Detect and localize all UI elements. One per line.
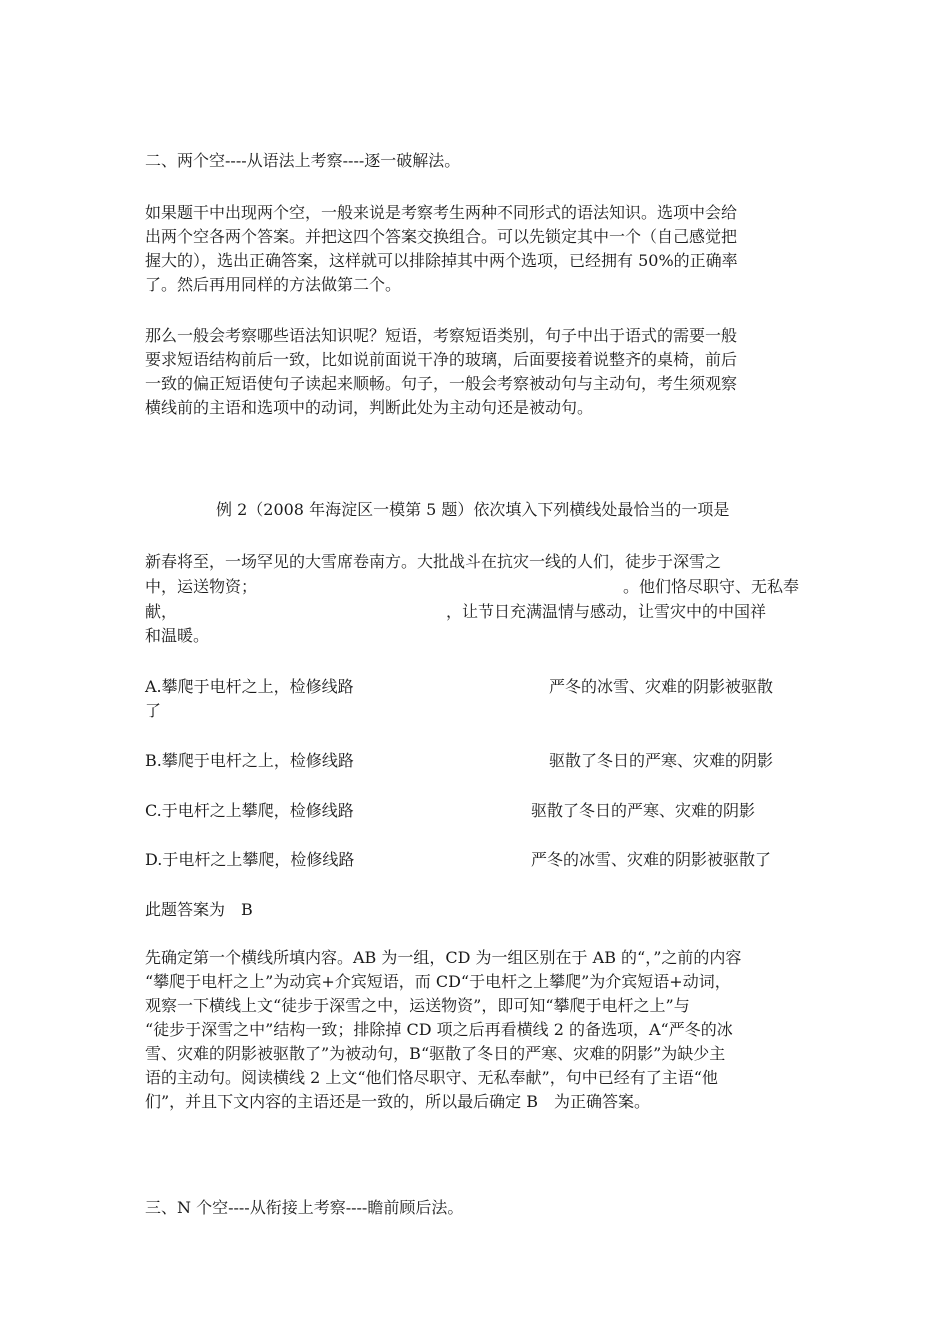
paragraph-line: 出两个空各两个答案。并把这四个答案交换组合。可以先锁定其中一个（自己感觉把 (145, 227, 738, 246)
section-2-heading: 二、两个空----从语法上考察----逐一破解法。 (145, 151, 461, 170)
paragraph-line: 了。然后再用同样的方法做第二个。 (145, 275, 402, 294)
question-line-2 (145, 575, 257, 599)
question-line-4: 和温暖。 (145, 626, 210, 645)
option-d-right: 严冬的冰雪、灾难的阴影被驱散了 (531, 850, 772, 869)
paragraph-explanation (145, 946, 805, 1114)
question-line-1: 新春将至，一场罕见的大雪席卷南方。大批战斗在抗灾一线的人们，徒步于深雪之 (145, 552, 722, 571)
paragraph-line: 雪、灾难的阴影被驱散了”为被动句，B“驱散了冬日的严寒、灾难的阴影”为缺少主 (145, 1044, 726, 1063)
question-text: 中，运送物资； (145, 577, 258, 596)
paragraph-line: “攀爬于电杆之上”为动宾+介宾短语，而 CD“于电杆之上攀爬”为介宾短语+动词， (145, 972, 731, 991)
answer-line: 此题答案为 B (145, 900, 253, 919)
option-b-left: B.攀爬于电杆之上，检修线路 (145, 751, 354, 770)
option-a-right: 严冬的冰雪、灾难的阴影被驱散 (549, 677, 774, 696)
paragraph-line: 横线前的主语和选项中的动词，判断此处为主动句还是被动句。 (145, 398, 594, 417)
question-text-after-blank-1: 。他们恪尽职守、无私奉 (623, 577, 800, 596)
option-c-left: C.于电杆之上攀爬，检修线路 (145, 801, 354, 820)
paragraph-line: 那么一般会考察哪些语法知识呢？短语，考察短语类别，句子中出于语式的需要一般 (145, 326, 738, 345)
paragraph-line: 观察一下横线上文“徒步于深雪之中，运送物资”，即可知“攀爬于电杆之上”与 (145, 996, 690, 1015)
paragraph-grammar-intro (145, 201, 805, 297)
question-text-after-blank-2: ，让节日充满温情与感动，让雪灾中的中国祥 (446, 602, 767, 621)
paragraph-line: 握大的），选出正确答案，这样就可以排除掉其中两个选项，已经拥有 50%的正确率 (145, 251, 738, 270)
section-3-heading: 三、N 个空----从衔接上考察----瞻前顾后法。 (145, 1198, 464, 1217)
option-b-right: 驱散了冬日的严寒、灾难的阴影 (549, 751, 774, 770)
paragraph-line: 先确定第一个横线所填内容。AB 为一组，CD 为一组区别在于 AB 的“，”之前的内容 (145, 948, 742, 967)
paragraph-line: 要求短语结构前后一致，比如说前面说干净的玻璃，后面要接着说整齐的桌椅，前后 (145, 350, 738, 369)
paragraph-line: “徒步于深雪之中”结构一致；排除掉 CD 项之后再看横线 2 的备选项，A“严冬的冰 (145, 1020, 733, 1039)
question-text: 献， (145, 602, 178, 621)
paragraph-line: 一致的偏正短语使句子读起来顺畅。句子，一般会考察被动句与主动句，考生须观察 (145, 374, 738, 393)
option-a-left: A.攀爬于电杆之上，检修线路 (145, 677, 354, 696)
paragraph-line: 语的主动句。阅读横线 2 上文“他们恪尽职守、无私奉献”，句中已经有了主语“他 (145, 1068, 718, 1087)
paragraph-grammar-types (145, 324, 805, 420)
paragraph-line: 如果题干中出现两个空，一般来说是考察考生两种不同形式的语法知识。选项中会给 (145, 203, 738, 222)
option-d-left: D.于电杆之上攀爬，检修线路 (145, 850, 355, 869)
option-a-wrap: 了 (145, 701, 162, 720)
example-title: 例 2（2008 年海淀区一模第 5 题）依次填入下列横线处最恰当的一项是 (216, 500, 730, 519)
option-c-right: 驱散了冬日的严寒、灾难的阴影 (531, 801, 756, 820)
question-line-3 (145, 600, 177, 624)
paragraph-line: 们”，并且下文内容的主语还是一致的，所以最后确定 B 为正确答案。 (145, 1092, 651, 1111)
